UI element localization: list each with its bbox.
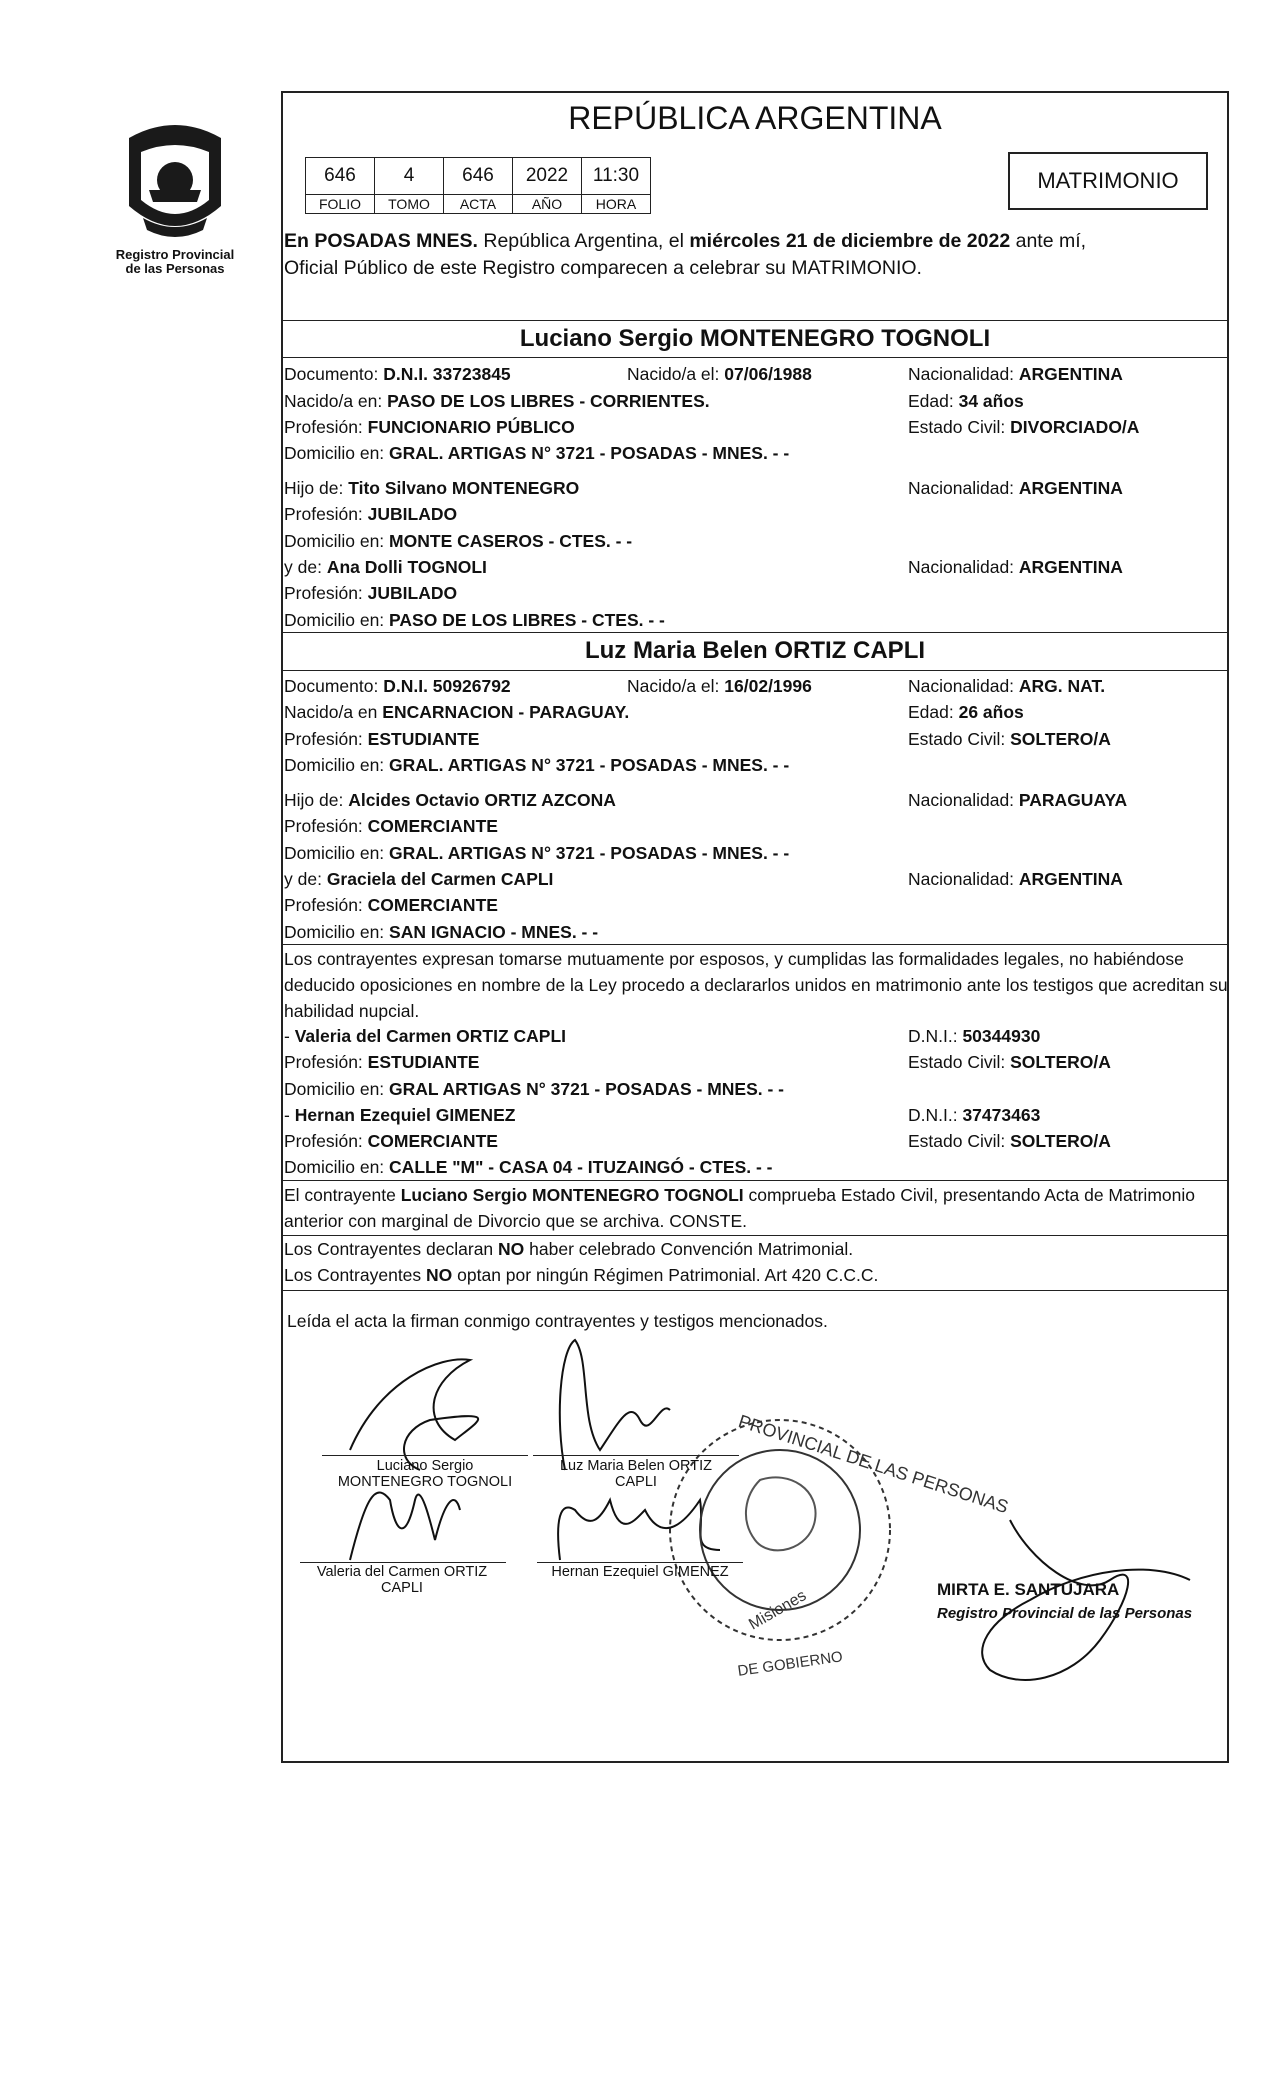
tomo-value: 4 [375, 158, 444, 195]
groom-birthdate: Nacido/a el: 07/06/1988 [627, 364, 812, 384]
witness1-address: Domicilio en: GRAL ARTIGAS N° 3721 - POSADAS - MNES. - - [284, 1079, 785, 1099]
tomo-label: TOMO [375, 195, 444, 214]
groom-father: Hijo de: Tito Silvano MONTENEGRO [284, 478, 580, 498]
signature-line [300, 1562, 506, 1563]
stamp-text: PROVINCIAL DE LAS PERSONAS [735, 1410, 1011, 1518]
folio-label: FOLIO [306, 195, 375, 214]
intro-date: miércoles 21 de diciembre de 2022 [689, 230, 1011, 252]
groom-profession: Profesión: FUNCIONARIO PÚBLICO [284, 417, 575, 437]
groom-father-profession: Profesión: JUBILADO [284, 504, 458, 524]
folio-value: 646 [306, 158, 375, 195]
bride-age: Edad: 26 años [908, 702, 1024, 722]
closing-text: Leída el acta la firman conmigo contrayentes y testigos mencionados. [287, 1311, 828, 1331]
groom-mother-nationality: Nacionalidad: ARGENTINA [908, 557, 1123, 577]
intro-line2: Oficial Público de este Registro comparecen a celebrar su MATRIMONIO. [284, 257, 922, 279]
bride-address: Domicilio en: GRAL. ARTIGAS N° 3721 - POSADAS - MNES. - - [284, 755, 790, 775]
witness1-dni: D.N.I.: 50344930 [908, 1026, 1041, 1046]
acta-value: 646 [444, 158, 513, 195]
act-type-box: MATRIMONIO [1008, 152, 1208, 210]
bride-name: Luz Maria Belen ORTIZ CAPLI [584, 637, 926, 664]
bride-civil-status: Estado Civil: SOLTERO/A [908, 729, 1111, 749]
intro-before: ante mí, [1010, 230, 1087, 252]
bride-father: Hijo de: Alcides Octavio ORTIZ AZCONA [284, 790, 616, 810]
signature-line [322, 1455, 528, 1456]
witness2-signature-label: Hernan Ezequiel GIMENEZ [551, 1564, 729, 1580]
divider [281, 632, 1229, 633]
bride-nationality: Nacionalidad: ARG. NAT. [908, 676, 1106, 696]
civil-proof-paragraph: El contrayente Luciano Sergio MONTENEGRO TOGNOLI comprueba Estado Civil, presentando Acta de Matrimonio anterior con marginal de Divorcio que se archiva. CONSTE. [284, 1185, 1195, 1231]
intro-place: En POSADAS MNES. [284, 230, 478, 252]
witness2-profession: Profesión: COMERCIANTE [284, 1131, 498, 1151]
bride-mother: y de: Graciela del Carmen CAPLI [284, 869, 554, 889]
bride-birthdate: Nacido/a el: 16/02/1996 [627, 676, 812, 696]
groom-birthplace: Nacido/a en: PASO DE LOS LIBRES - CORRIENTES. [284, 391, 710, 411]
divider [281, 670, 1229, 671]
intro-country: República Argentina, el [477, 230, 690, 252]
logo-caption-line2: de las Personas [125, 261, 225, 276]
bride-signature-label: Luz Maria Belen ORTIZ CAPLI [559, 1458, 713, 1490]
groom-mother-profession: Profesión: JUBILADO [284, 583, 458, 603]
hour-value: 11:30 [582, 158, 651, 195]
bride-father-profession: Profesión: COMERCIANTE [284, 816, 498, 836]
divider [281, 944, 1229, 945]
bride-profession: Profesión: ESTUDIANTE [284, 729, 480, 749]
witness2-address: Domicilio en: CALLE "M" - CASA 04 - ITUZAINGÓ - CTES. - - [284, 1157, 773, 1177]
stamp-bottom: DE GOBIERNO [736, 1648, 844, 1680]
groom-age: Edad: 34 años [908, 391, 1024, 411]
official-block [937, 1578, 1192, 1626]
groom-nationality: Nacionalidad: ARGENTINA [908, 364, 1123, 384]
divider [281, 357, 1229, 358]
witness2-civil-status: Estado Civil: SOLTERO/A [908, 1131, 1111, 1151]
witness2-name: - Hernan Ezequiel GIMENEZ [284, 1105, 516, 1125]
bride-mother-nationality: Nacionalidad: ARGENTINA [908, 869, 1123, 889]
year-label: AÑO [513, 195, 582, 214]
page-title: REPÚBLICA ARGENTINA [568, 100, 942, 136]
divider [281, 1235, 1229, 1236]
groom-father-address: Domicilio en: MONTE CASEROS - CTES. - - [284, 531, 633, 551]
bride-birthplace: Nacido/a en ENCARNACION - PARAGUAY. [284, 702, 630, 722]
convention-line1: Los Contrayentes declaran NO haber celebrado Convención Matrimonial. [284, 1239, 854, 1259]
signature-line [533, 1455, 739, 1456]
witness2-dni: D.N.I.: 37473463 [908, 1105, 1041, 1125]
bride-father-address: Domicilio en: GRAL. ARTIGAS N° 3721 - POSADAS - MNES. - - [284, 843, 790, 863]
bride-mother-address: Domicilio en: SAN IGNACIO - MNES. - - [284, 922, 599, 942]
groom-mother: y de: Ana Dolli TOGNOLI [284, 557, 487, 577]
witness1-signature-label: Valeria del Carmen ORTIZ CAPLI [316, 1564, 488, 1596]
groom-mother-address: Domicilio en: PASO DE LOS LIBRES - CTES. - - [284, 610, 665, 630]
groom-address: Domicilio en: GRAL. ARTIGAS N° 3721 - POSADAS - MNES. - - [284, 443, 790, 463]
witness1-civil-status: Estado Civil: SOLTERO/A [908, 1052, 1111, 1072]
bride-mother-profession: Profesión: COMERCIANTE [284, 895, 498, 915]
hour-label: HORA [582, 195, 651, 214]
divider [281, 1180, 1229, 1181]
groom-name: Luciano Sergio MONTENEGRO TOGNOLI [519, 325, 991, 352]
bride-document: Documento: D.N.I. 50926792 [284, 676, 511, 696]
registry-logo [104, 118, 246, 276]
intro-paragraph [284, 228, 1228, 282]
groom-document: Documento: D.N.I. 33723845 [284, 364, 511, 384]
official-name: MIRTA E. SANTUJARA [937, 1580, 1120, 1599]
stamp-misiones: Misiones [746, 1587, 810, 1634]
groom-father-nationality: Nacionalidad: ARGENTINA [908, 478, 1123, 498]
bride-father-nationality: Nacionalidad: PARAGUAYA [908, 790, 1128, 810]
groom-signature-label: Luciano Sergio MONTENEGRO TOGNOLI [337, 1458, 513, 1490]
divider [281, 1290, 1229, 1291]
acta-label: ACTA [444, 195, 513, 214]
signature-line [537, 1562, 743, 1563]
province-seal-icon [119, 118, 231, 246]
logo-caption [104, 248, 246, 276]
official-registry: Registro Provincial de las Personas [937, 1605, 1193, 1622]
logo-caption-line1: Registro Provincial [115, 247, 235, 262]
year-value: 2022 [513, 158, 582, 195]
register-table [305, 157, 651, 214]
witness1-profession: Profesión: ESTUDIANTE [284, 1052, 480, 1072]
groom-civil-status: Estado Civil: DIVORCIADO/A [908, 417, 1140, 437]
divider [281, 320, 1229, 321]
witness1-name: - Valeria del Carmen ORTIZ CAPLI [284, 1026, 567, 1046]
declaration-paragraph: Los contrayentes expresan tomarse mutuamente por esposos, y cumplidas las formalidades legales, no habiéndose deducido oposiciones en nombre de la Ley procedo a declararlos unidos en matrimonio ante los testigos que acreditan su habilidad nupcial. [284, 949, 1228, 1021]
convention-line2: Los Contrayentes NO optan por ningún Régimen Patrimonial. Art 420 C.C.C. [284, 1265, 879, 1285]
